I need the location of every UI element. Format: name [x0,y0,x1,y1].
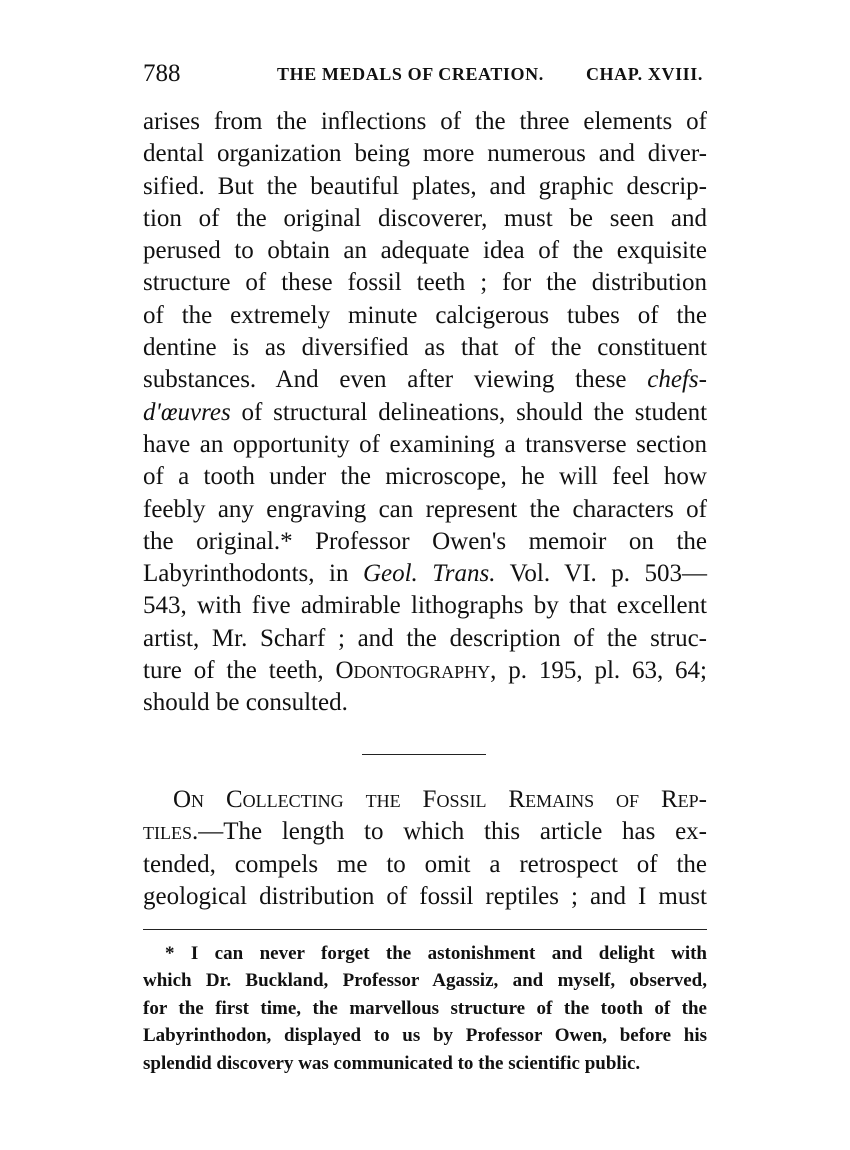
running-title: THE MEDALS OF CREATION. [277,64,544,84]
body-line: dental organization being more numerous and diver- [143,140,707,168]
section-paragraph [143,784,707,913]
footnote-line: splendid discovery was communicated to the scientific public. [143,1052,641,1074]
section-line [143,816,707,848]
body-line: sified. But the beautiful plates, and graphic descrip- [143,172,707,200]
section-heading-cont: tiles. [143,818,199,846]
section-line [143,784,707,816]
body-line: feebly any engraving can represent the characters of [143,495,707,523]
section-divider [362,754,486,755]
footnote-line: Labyrinthodon, displayed to us by Professor Owen, before his [143,1025,707,1047]
body-line [143,655,707,687]
page-number: 788 [143,60,181,87]
body-line: the original.* Professor Owen's memoir on the [143,527,707,555]
body-line: 543, with five admirable lithographs by that excellent [143,592,707,620]
body-text-run: Vol. VI. p. 503— [509,560,707,588]
small-caps-term: Odontography, [335,657,497,685]
italic-term: d'œuvres [143,398,231,426]
body-text-run: p. 195, pl. 63, 64; [508,657,708,685]
section-text-run: —The length to which this article has ex- [198,818,707,846]
body-line: tion of the original discoverer, must be seen and [143,204,707,232]
footnote-line: * I can never forget the astonishment and delight with [165,943,707,964]
section-line: tended, compels me to omit a retrospect of the [143,850,707,878]
body-line: structure of these fossil teeth ; for the distribution [143,269,707,297]
body-paragraph [143,106,707,720]
footnote-divider [143,929,707,930]
footnote [143,940,707,1077]
page-header [143,58,705,92]
body-line: perused to obtain an adequate idea of the exquisite [143,237,707,265]
body-line [143,558,707,590]
body-line [143,397,707,429]
italic-term: chefs- [647,366,707,394]
body-text-run: of structural delineations, should the student [241,398,708,426]
body-line: should be consulted. [143,689,348,717]
section-heading: On Collecting the Fossil Remains of Rep- [173,786,707,813]
body-text-run: Labyrinthodonts, in [143,560,349,588]
body-line: of a tooth under the microscope, he will feel how [143,463,707,491]
body-text-run: ture of the teeth, [143,657,324,685]
footnote-line: for the first time, the marvellous structure of the tooth of the [143,997,707,1019]
section-line: geological distribution of fossil reptiles ; and I must [143,882,707,910]
body-line: dentine is as diversified as that of the constituent [143,334,707,362]
body-line: artist, Mr. Scharf ; and the description of the struc- [143,624,707,652]
italic-term: Geol. Trans. [362,560,496,588]
body-line: arises from the inflections of the three elements of [143,108,707,135]
footnote-line: which Dr. Buckland, Professor Agassiz, and myself, observed, [143,970,707,992]
body-text-run: substances. And even after viewing these [143,366,627,394]
body-line [143,364,707,396]
body-line: have an opportunity of examining a transverse section [143,430,707,458]
body-line: of the extremely minute calcigerous tubes of the [143,301,707,329]
chapter-label: CHAP. XVIII. [585,64,703,84]
